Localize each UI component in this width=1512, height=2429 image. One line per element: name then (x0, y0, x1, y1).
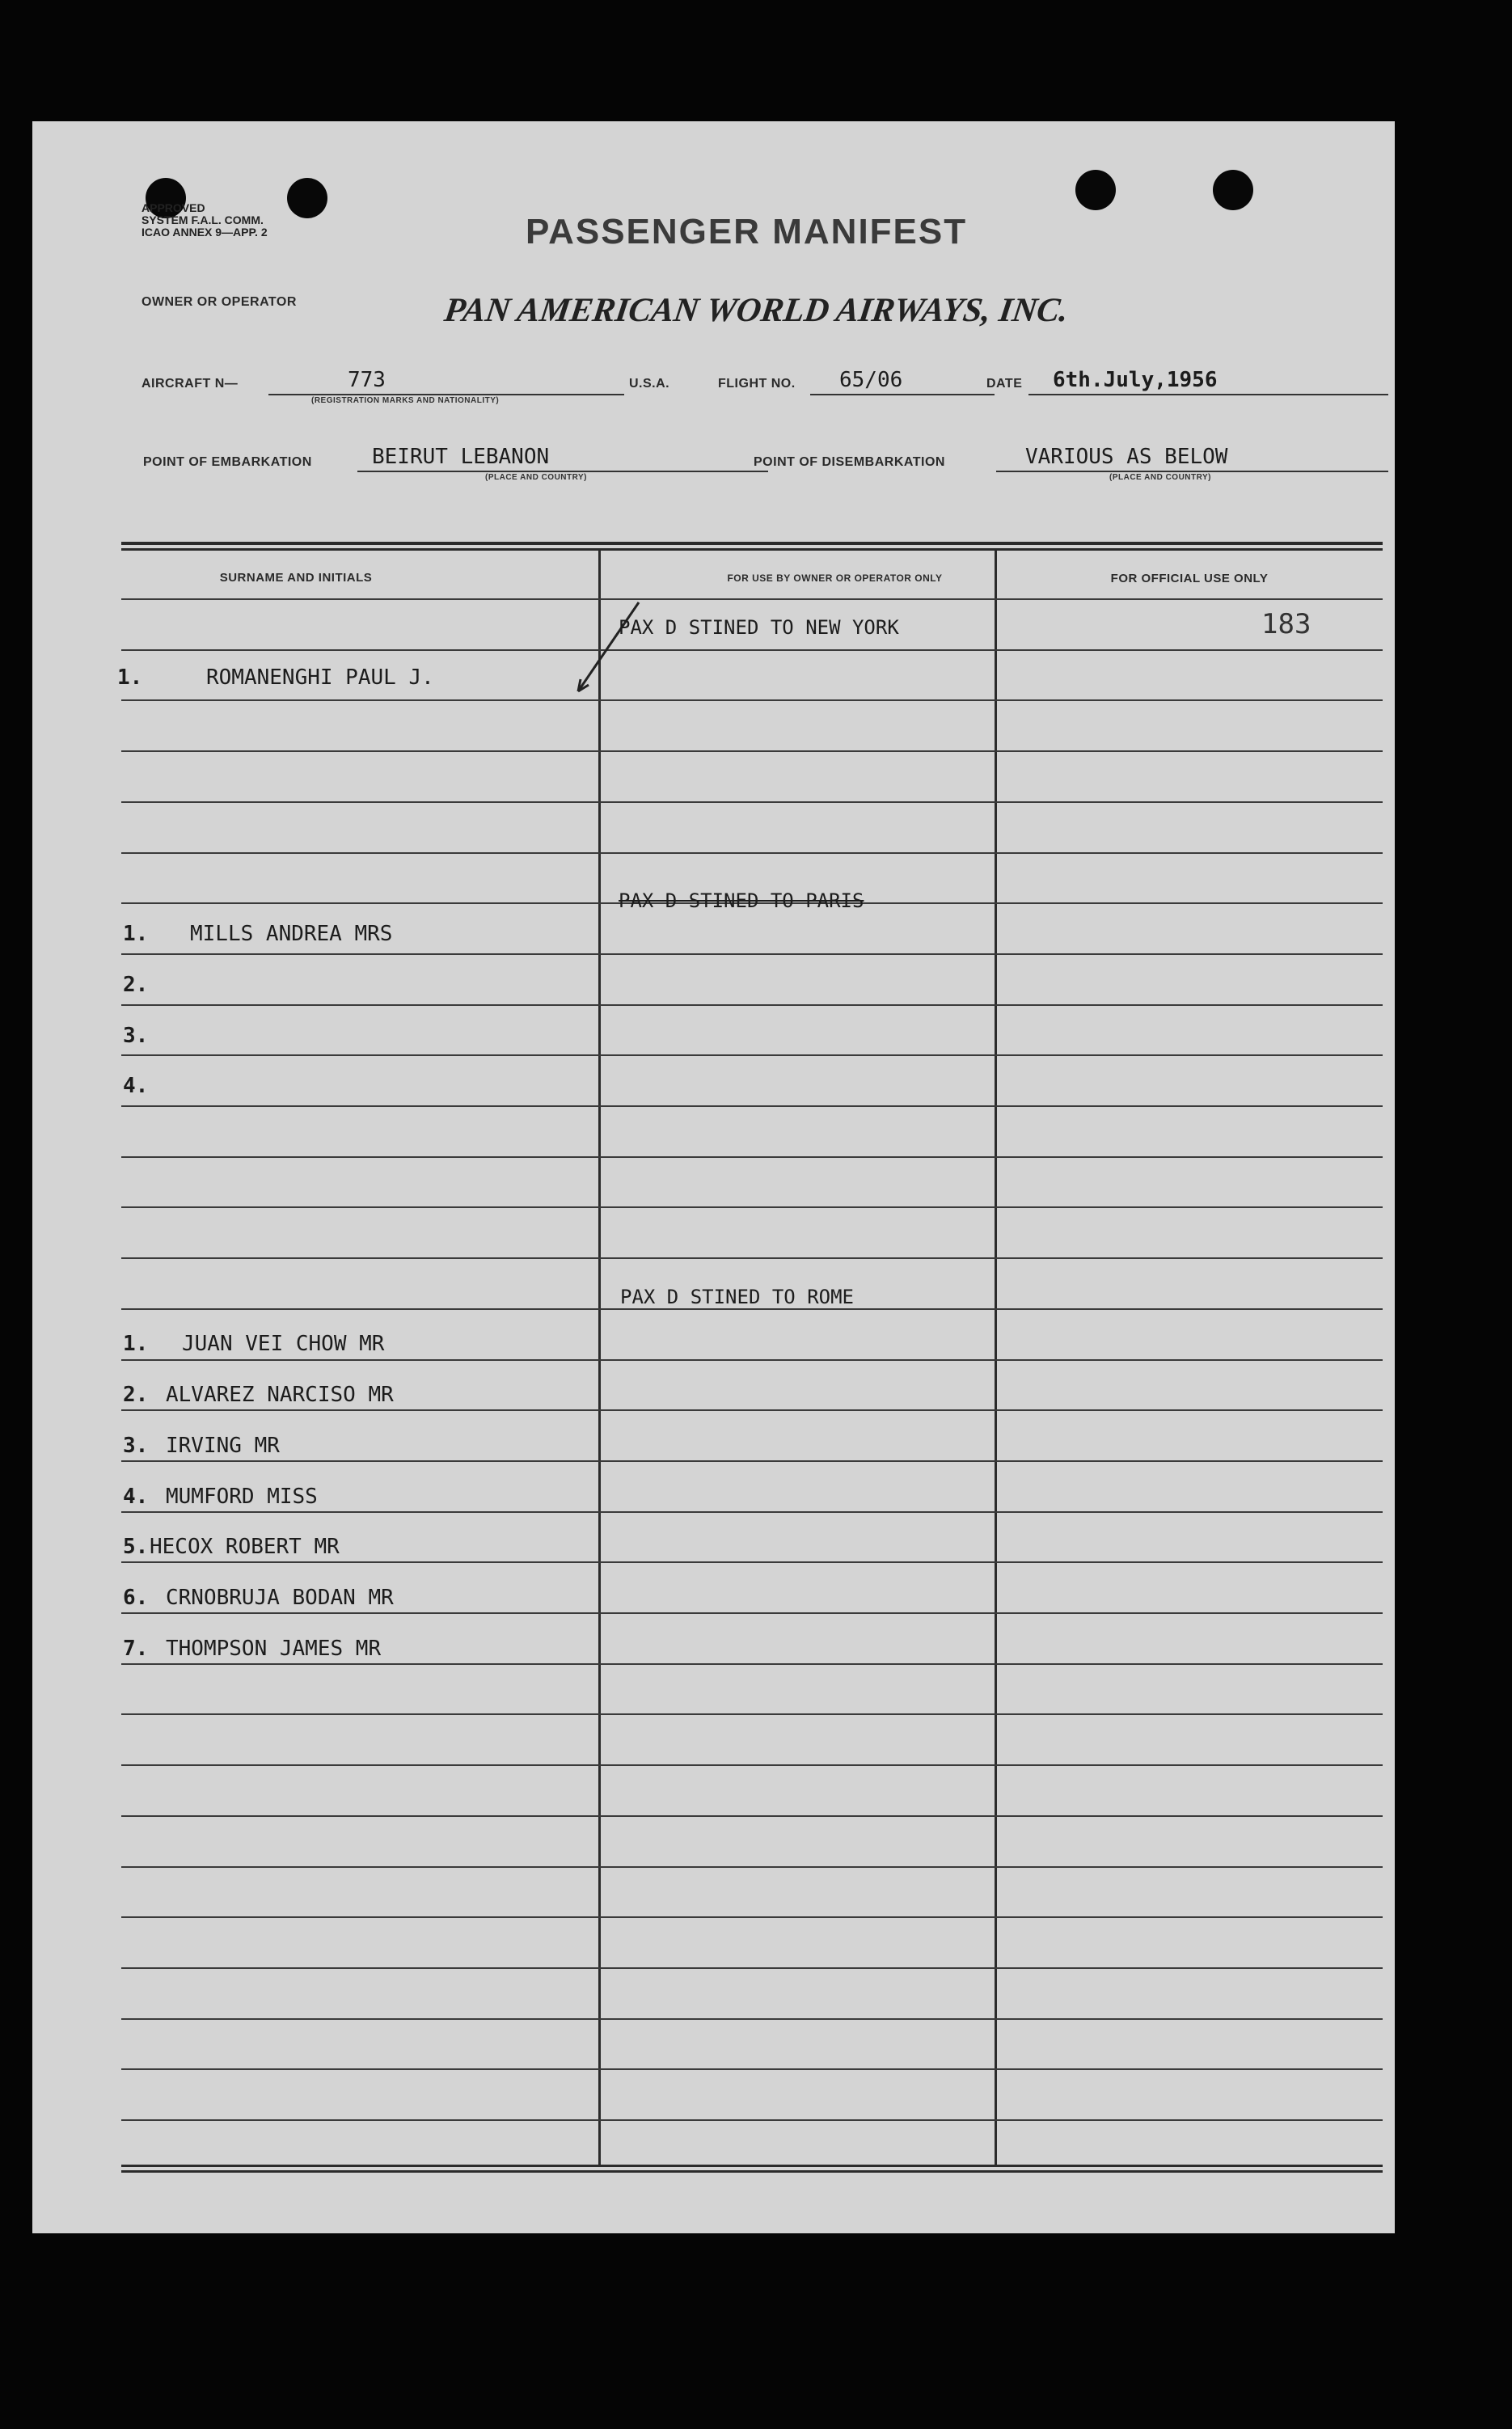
passenger-name: HECOX ROBERT MR (150, 1535, 340, 1559)
page-title: PASSENGER MANIFEST (526, 212, 968, 251)
passenger-number: 4. (123, 1485, 149, 1509)
manifest-sheet (32, 121, 1395, 2233)
flight-label: FLIGHT NO. (718, 377, 796, 391)
registration-hint: (REGISTRATION MARKS AND NATIONALITY) (311, 396, 500, 405)
destination-rome: PAX D STINED TO ROME (620, 1286, 854, 1308)
official-number: 183 (1261, 608, 1311, 640)
col-official-header: FOR OFFICIAL USE ONLY (1110, 572, 1269, 585)
handwritten-arrow (32, 121, 1395, 2233)
passenger-number: 4. (123, 1074, 149, 1098)
passenger-number: 2. (123, 973, 149, 997)
passenger-number: 2. (123, 1383, 149, 1407)
disembarkation-value: VARIOUS AS BELOW (1025, 445, 1228, 469)
passenger-name: ROMANENGHI PAUL J. (206, 665, 434, 690)
col-owner-header: FOR USE BY OWNER OR OPERATOR ONLY (727, 572, 943, 584)
destination-new-york: PAX D STINED TO NEW YORK (619, 616, 899, 639)
passenger-name: JUAN VEI CHOW MR (182, 1332, 385, 1356)
passenger-name: MILLS ANDREA MRS (190, 922, 393, 946)
owner-value: PAN AMERICAN WORLD AIRWAYS, INC. (441, 292, 1071, 329)
owner-label: OWNER OR OPERATOR (141, 295, 297, 309)
passenger-name: MUMFORD MISS (166, 1485, 318, 1509)
passenger-number: 5. (123, 1535, 149, 1559)
passenger-name: IRVING MR (166, 1434, 280, 1458)
passenger-number: 7. (123, 1637, 149, 1661)
passenger-number: 3. (123, 1434, 149, 1458)
embarkation-value: BEIRUT LEBANON (372, 445, 550, 469)
approval-note: APPROVED SYSTEM F.A.L. COMM. ICAO ANNEX 9—APP. 2 (141, 201, 268, 239)
flight-value: 65/06 (839, 368, 903, 392)
passenger-number: 3. (123, 1024, 149, 1048)
passenger-name: ALVAREZ NARCISO MR (166, 1383, 394, 1407)
destination-paris: PAX D STINED TO PARIS (619, 889, 864, 912)
aircraft-value: 773 (348, 368, 386, 392)
passenger-number: 1. (123, 922, 149, 946)
date-value: 6th.July,1956 (1053, 368, 1218, 392)
passenger-name: THOMPSON JAMES MR (166, 1637, 382, 1661)
aircraft-label: AIRCRAFT N— (141, 377, 239, 391)
passenger-number: 1. (123, 1332, 149, 1356)
embarkation-label: POINT OF EMBARKATION (143, 455, 312, 469)
passenger-number: 6. (123, 1586, 149, 1610)
place-hint-2: (PLACE AND COUNTRY) (1109, 473, 1211, 482)
passenger-name: CRNOBRUJA BODAN MR (166, 1586, 394, 1610)
place-hint: (PLACE AND COUNTRY) (485, 473, 587, 482)
disembarkation-label: POINT OF DISEMBARKATION (754, 455, 945, 469)
col-surname-header: SURNAME AND INITIALS (219, 571, 373, 585)
passenger-number: 1. (117, 665, 143, 690)
country-label: U.S.A. (629, 377, 670, 391)
date-label: DATE (986, 377, 1023, 391)
